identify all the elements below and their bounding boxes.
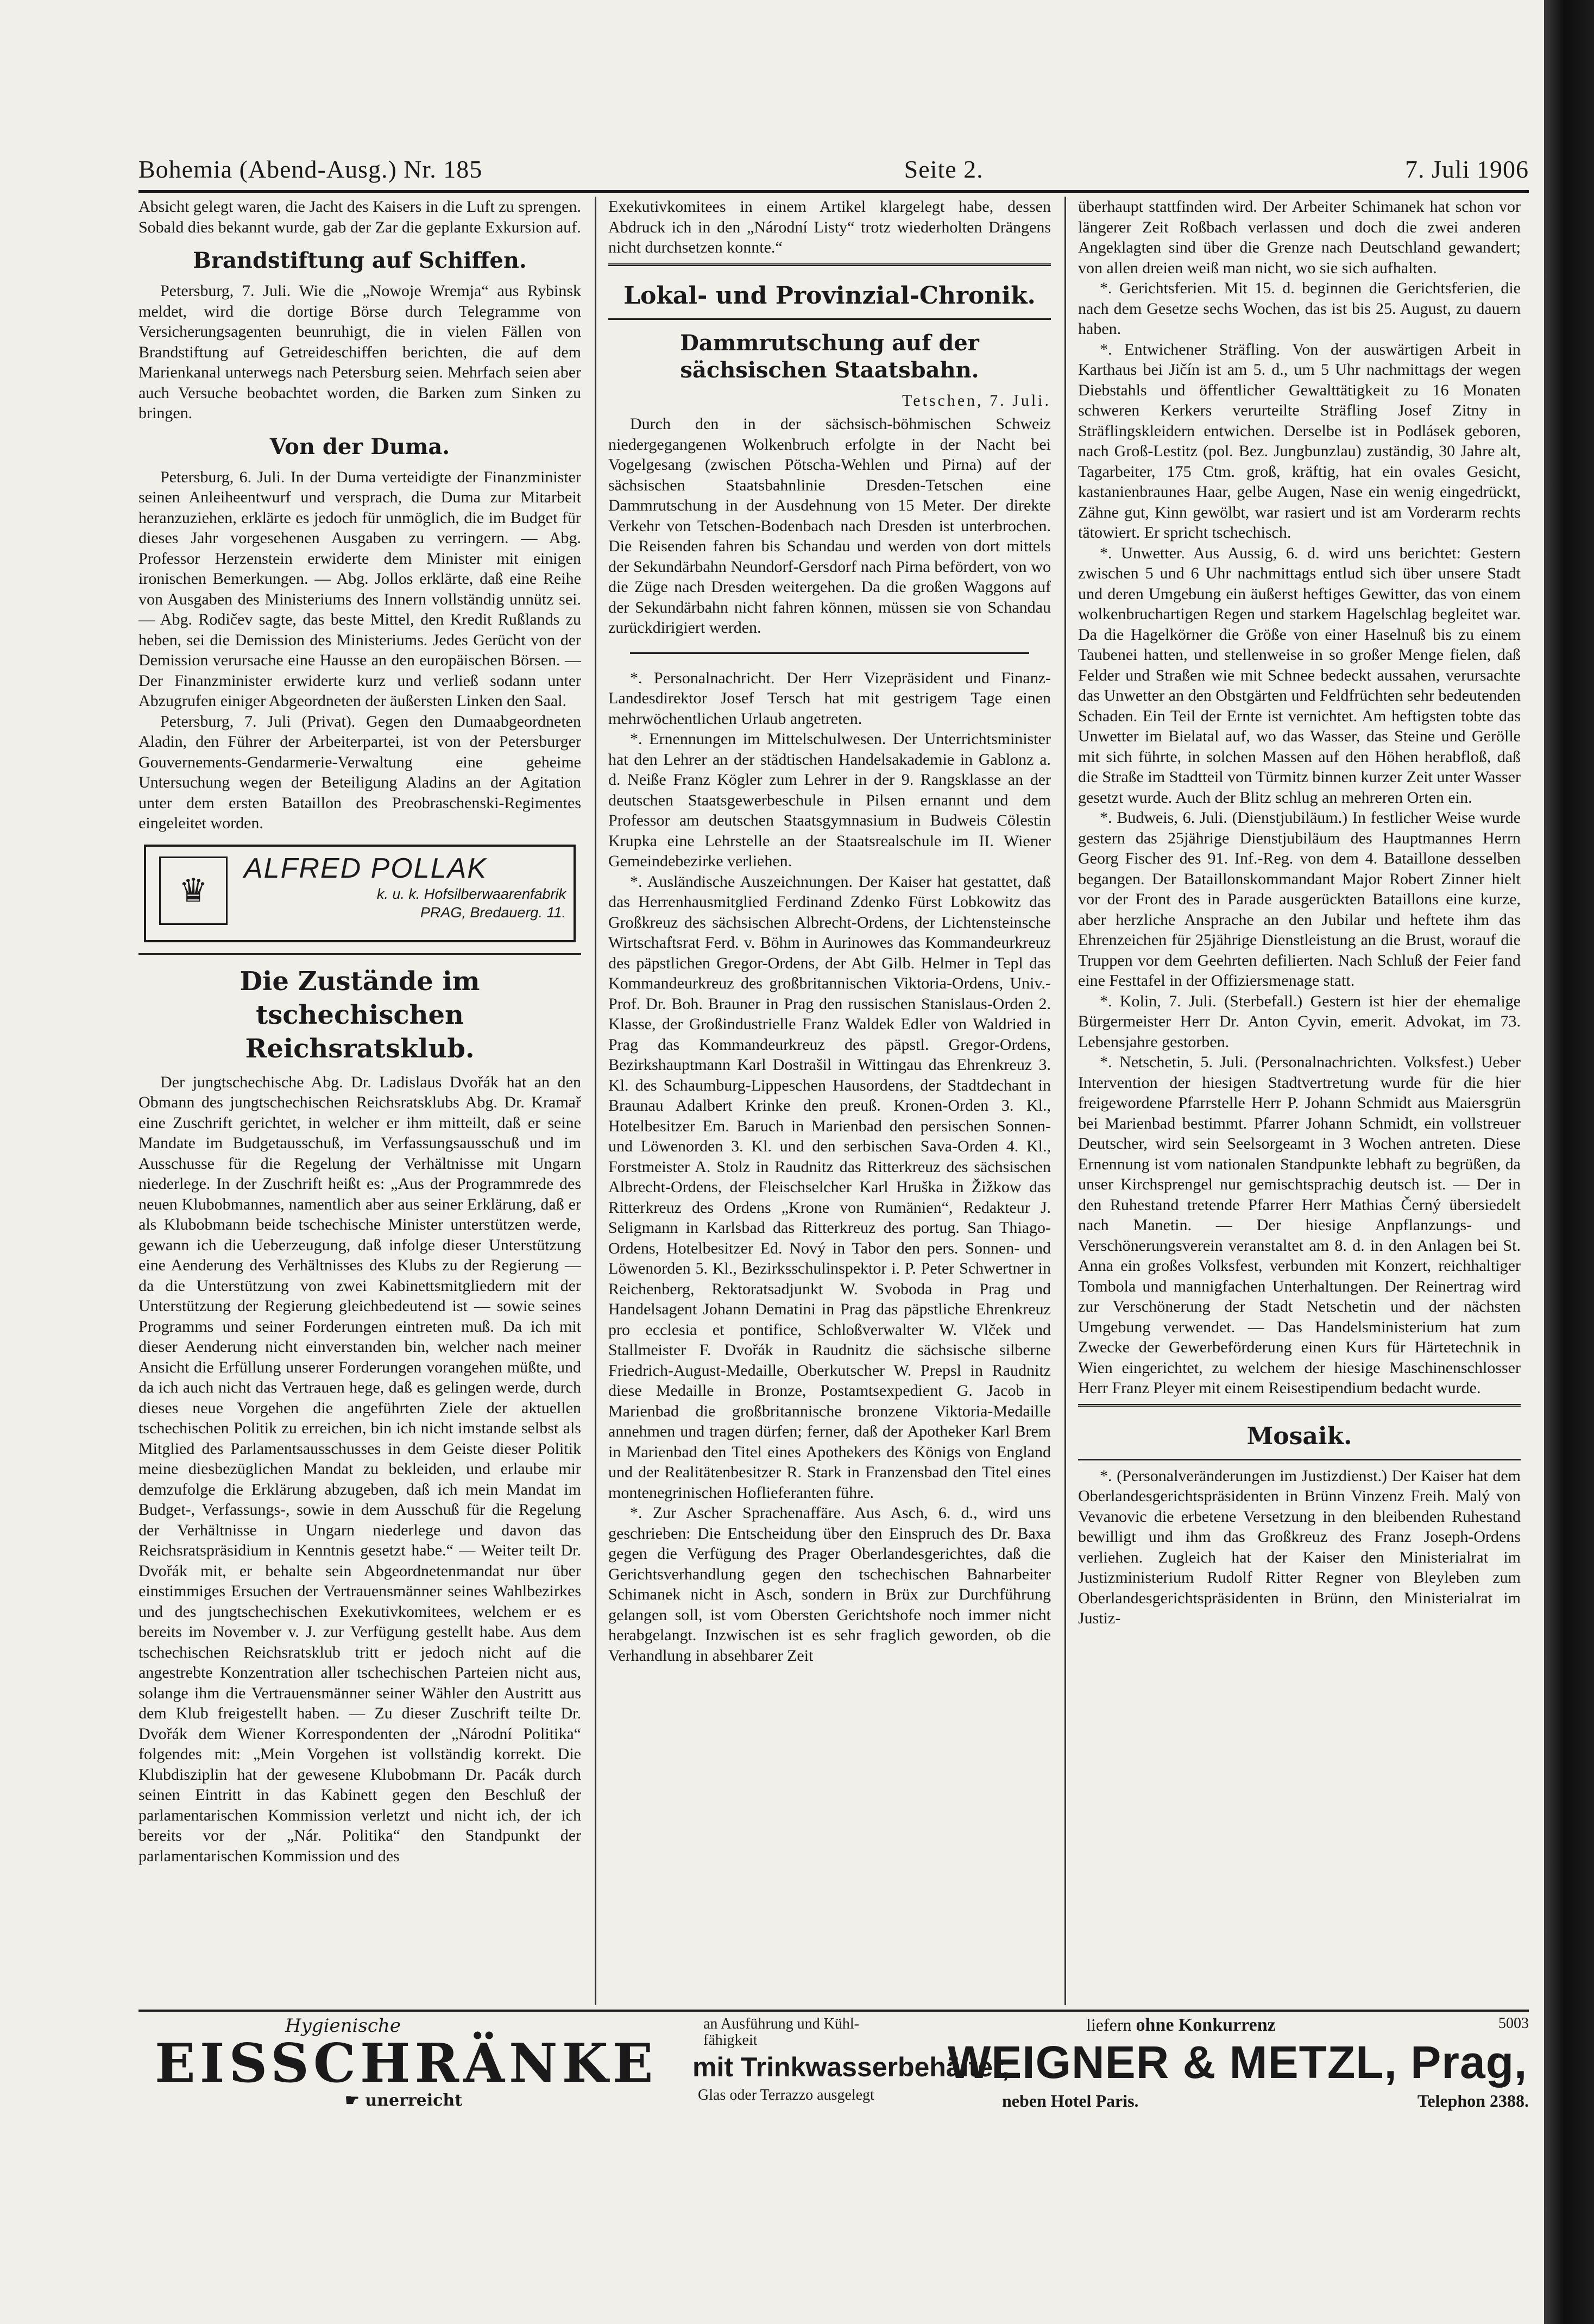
article-straefling: *. Entwichener Sträfling. Von der auswärtigen Arbeit in Karthaus bei Jičín ist am 5. d., um 5 Uhr nachmittags der wegen Diebstahls und öffentlicher Gewalttätigkeit zu 16 Monaten schweren Kerkers verurteilte Sträfling Josef Zitny in Sträflingskleidern entwichen. Derselbe ist in Podlásek geboren, nach Groß-Lestitz (pol. Bez. Jungbunzlau) zuständig, 30 Jahre alt, Tagarbeiter, 175 Ctm. groß, kräftig, hat ein ovales Gesicht, kastanienbraunes Haar, gelbe Augen, Nase ein wenig eingedrückt, Zähne gut, Kinn gewölbt, war rasiert und ist am Vorderarm rechts tätowiert. Er spricht tschechisch.	[1078, 340, 1521, 541]
headline-duma: Von der Duma.	[269, 433, 450, 459]
article-unwetter: *. Unwetter. Aus Aussig, 6. d. wird uns berichtet: Gestern zwischen 5 und 6 Uhr nachmittags entlud sich über unsere Stadt und deren Umgebung ein äußerst heftiges Gewitter, das von einem wolkenbruchartigen Regen und starkem Hagelschlag begleitet war. Da die Hagelkörner die Größe von einer Haselnuß bis zu einem Taubenei hatten, und stellenweise in so großer Menge fielen, daß Felder und Straßen wie mit Schnee bedeckt aussahen, verursachte das Unwetter an den Obstgärten und Feldfrüchten sehr bedeutenden Schaden. Ein Teil der Ernte ist vernichtet. Am heftigsten tobte das Unwetter im Bielatal auf, wo das Wasser, das Steine und Gerölle mit sich führte, in solchen Massen auf den Höhen herabfloß, daß die Straße im Stadtteil von Türmitz binnen kurzer Zeit unter Wasser gesetzt wurde. Auch der Blitz schlug an mehreren Orten ein.	[1078, 544, 1521, 807]
advertisement-pollak	[144, 845, 576, 942]
ad-liefern-pre: liefern	[1086, 2015, 1132, 2035]
article-reichsratsklub: Der jungtschechische Abg. Dr. Ladislaus Dvořák hat an den Obmann des jungtschechischen Reichsratsklubs Abg. Dr. Kramař eine Zuschrift gerichtet, in welcher er ihm mitteilt, daß er seine Mandate im Budgetausschuß, im Verfassungsausschuß und im Ausschusse für die Regelung der Verhältnisse mit Ungarn niederlege. In der Zuschrift heißt es: „Aus der Programmrede des neuen Klubobmannes, namentlich aber aus seiner Erklärung, daß er als Klubobmann beide tschechische Minister unterstützen werde, gewann ich die Ueberzeugung, daß infolge dieser Unterstützung eine Aenderung des Verhältnisses des Klubs zu der Regierung — da die Unterstützung von zwei Kabinettsmitgliedern mit der Unterstützung der Regierung gleichbedeutend ist — sowie seines Programms und seiner Forderungen eintreten muß. Da ich mit dieser Aenderung nicht einverstanden bin, welcher nach meiner Ansicht die Erfüllung unserer Forderungen vorangehen müßte, und da ich auch nicht das Vertrauen hege, daß es gelingen werde, durch dieses neue Vorgehen die angeführten Ziele der aktuellen tschechischen Politik zu erreichen, bin ich nicht imstande selbst als Mitglied des Parlamentsausschusses in dem Geiste dieser Politik meine diesbezüglichen Mandat zu bekleiden, und erlaube mir demzufolge die Erklärung abzugeben, daß ich mein Mandat im Budget-, Verfassungs-, sowie in dem Ausschuß für die Regelung der Verhältnisse in Ungarn niederlege und davon das Reichsratspräsidium in Kenntnis gesetzt habe.“ — Weiter teilt Dr. Dvořák mit, er behalte sein Abgeordnetenmandat nur über einstimmiges Ersuchen der Vertrauensmänner seines Wahlbezirkes und des jungtschechischen Exekutivkomitees, welchem er es bereits im November v. J. zur Verfügung gestellt habe. Aus dem tschechischen Reichsratsklub tritt er jedoch nicht auf die angestrebte Konzentration aller tschechischen Parteien nicht aus, solange ihm die Vertrauensmänner seiner Wähler den Austritt aus dem Klub freigestellt haben. — Zu dieser Zuschrift teilte Dr. Dvořák dem Wiener Korrespondenten der „Národní Politika“ folgendes mit: „Mein Vorgehen ist vollständig korrekt. Die Klubdisziplin hat der gewesene Klubobmann Dr. Pacák durch seinen Eintritt in das Kabinett gegen den Beschluß der parlamentarischen Kommission verletzt und nicht ich, der ich bereits vor der „Nár. Politika“ den Standpunkt der parlamentarischen Kommission und des	[138, 1073, 581, 1865]
advertisement-rule	[138, 2010, 1529, 2012]
ad-hygienische: Hygienische	[285, 2015, 401, 2037]
article-kolin: *. Kolin, 7. Juli. (Sterbefall.) Gestern ist hier der ehemalige Bürgermeister Herr Dr. Anton Cyvin, emerit. Advokat, im 73. Lebensjahre gestorben.	[1078, 992, 1521, 1051]
scan-border	[1544, 0, 1594, 2324]
ad-trinkwasser: mit Trinkwasserbehälter,	[692, 2052, 1010, 2082]
article-dammrutschung: Durch den in der sächsisch-böhmischen Schweiz niedergegangenen Wolkenbruch erfolgte in der Nacht bei Vogelgesang (zwischen Pötscha-Wehlen und Pirna) auf der sächsischen Staatsbahnlinie Dresden-Tetschen eine Dammrutschung in der Ausdehnung von 15 Meter. Der direkte Verkehr von Tetschen-Bodenbach nach Dresden ist unterbrochen. Die Reisenden fahren bis Schandau und werden von dort mittels der Sekundärbahn Neundorf-Gersdorf nach Pirna befördert, von wo die Züge nach Dresden weitergehen. Da die großen Waggons auf der Sekundärbahn nicht fahren können, müssen sie von Schandau zurückdirigiert werden.	[608, 415, 1051, 637]
article-duma-1: Petersburg, 6. Juli. In der Duma verteidigte der Finanzminister seinen Anleiheentwurf und versprach, die Duma zur Mitarbeit heranzuziehen, erklärte es jedoch für unmöglich, die im Budget für dieses Jahr vorgesehenen Ausgaben zu verringern. — Abg. Professor Herzenstein erwiderte dem Minister mit einigen ironischen Bemerkungen. — Abg. Jollos erklärte, daß eine Reihe von Ausgaben des Ministeriums des Innern vollständig unnütz sei. — Abg. Rodičev sagte, das beste Mittel, den Kredit Rußlands zu heben, sei die Demission des Ministeriums. Jedes Gerücht von der Demission verursache eine Hausse an den europäischen Börsen. — Der Finanzminister erwiderte kurz und verließ sodann unter Abzugrufen einiger Abgeordneten der äußersten Linken den Saal.	[138, 468, 581, 710]
divider	[608, 263, 1051, 266]
article-personalnachricht: *. Personalnachricht. Der Herr Vizepräsident und Finanz-Landesdirektor Josef Tersch hat mit gestrigem Tage einen mehrwöchentlichen Urlaub angetreten.	[608, 669, 1051, 728]
col2-continued-text: Exekutivkomitees in einem Artikel klargelegt habe, dessen Abdruck ich in den „Národní Listy“ trotz wiederholten Drängens nicht durchsetzen konnte.“	[608, 198, 1051, 256]
ad-pollak-line2: PRAG, Bredauerg. 11.	[420, 904, 566, 921]
ad-telephone: Telephon 2388.	[1417, 2091, 1529, 2111]
newspaper-page	[138, 0, 1529, 2324]
ad-address: neben Hotel Paris.	[1002, 2091, 1139, 2111]
ad-pollak-name: ALFRED POLLAK	[244, 852, 487, 884]
ad-number: 5003	[1498, 2015, 1529, 2032]
ad-liefern	[1086, 2015, 1276, 2036]
article-sprachenaffaere: *. Zur Ascher Sprachenaffäre. Aus Asch, 6. d., wird uns geschrieben: Die Entscheidung über den Einspruch des Dr. Baxa gegen die Verfügung des Prager Oberlandesgerichtes, daß die Gerichtsverhandlung gegen den tschechischen Bahnarbeiter Schimanek nicht in Asch, sondern in Brüx zur Durchführung gelangen soll, ist vom Obersten Gerichtshofe noch immer nicht herabgelangt. Inzwischen ist es sehr fraglich geworden, ob die Verhandlung in absehbarer Zeit	[608, 1504, 1051, 1665]
article-duma-2: Petersburg, 7. Juli (Privat). Gegen den Dumaabgeordneten Aladin, den Führer der Arbeiterpartei, ist von der Petersburger Gouvernements-Gendarmerie-Verwaltung eine geheime Untersuchung wegen der Beteiligung Aladins an der Agitation unter dem ersten Bataillon des Preobraschenski-Regimentes eingeleitet worden.	[138, 712, 581, 832]
column-2	[608, 197, 1051, 2005]
page-header	[138, 146, 1529, 184]
col3-continued-text: überhaupt stattfinden wird. Der Arbeiter Schimanek hat schon vor längerer Zeit Roßbach verlassen und doch die zwei anderen Angeklagten sind über die Grenze nach Deutschland gewandert; von allen dreien weiß man nicht, wo sie sich aufhalten.	[1078, 198, 1521, 277]
divider	[608, 318, 1051, 320]
headline-brandstiftung: Brandstiftung auf Schiffen.	[193, 248, 527, 273]
ad-pollak-line1: k. u. k. Hofsilberwaarenfabrik	[376, 885, 566, 902]
column-1	[138, 197, 581, 2005]
article-personalveraenderungen: *. (Personalveränderungen im Justizdienst.) Der Kaiser hat dem Oberlandesgerichtspräsidenten in Brünn Vinzenz Freih. Malý von Vevanovic die erbetene Versetzung in den bleibenden Ruhestand bewilligt und ihm das Großkreuz des Franz Joseph-Ordens verliehen. Zugleich hat der Kaiser den Ministerialrat im Justizministerium Rudolf Ritter Regner von Bleyleben zum Oberlandesgerichtspräsidenten in Brünn, den Ministerialrat im Justiz-	[1078, 1466, 1521, 1627]
divider	[1078, 1459, 1521, 1460]
ad-eisschraenke: EISSCHRÄNKE	[155, 2032, 658, 2095]
divider	[138, 953, 581, 955]
ad-unerreicht	[345, 2091, 462, 2110]
column-rule-2	[1064, 197, 1066, 2005]
article-budweis: *. Budweis, 6. Juli. (Dienstjubiläum.) In festlicher Weise wurde gestern das 25jährige Dienstjubiläum des Hauptmannes Herrn Georg Fischer des 91. Inf.-Reg. von dem 4. Bataillone desselben begangen. Der Bataillonskommandant Major Robert Zinner hielt vor der Front des in Parade ausgerückten Bataillons eine kurze, aber herzliche Ansprache an den Jubilar und heftete ihm das Ehrenzeichen für 25jährige Dienstleistung an die Brust, worauf die Truppen vor dem Geehrten defilierten. Nach Schluß der Feier fand eine Festtafel in der Offiziersmenage statt.	[1078, 809, 1521, 990]
col1-continued-text: Absicht gelegt waren, die Jacht des Kaisers in die Luft zu sprengen. Sobald dies bekannt wurde, gab der Zar die geplante Exkursion auf.	[138, 198, 581, 236]
pointing-hand-icon: ☛	[345, 2091, 366, 2110]
header-date: 7. Juli 1906	[1405, 155, 1529, 183]
ad-ausfuehrung-line1: an Ausführung und Kühl-	[703, 2016, 859, 2032]
header-page-number: Seite 2.	[904, 155, 984, 183]
ad-unerreicht-text: unerreicht	[365, 2091, 463, 2110]
column-3	[1078, 197, 1521, 2005]
ad-ausfuehrung-line2: fähigkeit	[703, 2032, 758, 2049]
header-publication: Bohemia (Abend-Ausg.) Nr. 185	[138, 155, 483, 183]
article-gerichtsferien: *. Gerichtsferien. Mit 15. d. beginnen die Gerichtsferien, die nach dem Gesetze sechs Wochen, das ist bis 25. August, zu dauern haben.	[1078, 279, 1521, 338]
ad-firm-name: WEIGNER & METZL, Prag,	[948, 2037, 1528, 2088]
ad-ausfuehrung	[703, 2016, 859, 2049]
header-rule	[138, 190, 1529, 193]
crown-emblem-icon: ♛	[159, 856, 228, 925]
headline-reichsratsklub: Die Zustände im tschechischen Reichsratsklub.	[240, 966, 480, 1064]
section-lokal-chronik: Lokal- und Provinzial-Chronik.	[623, 281, 1036, 310]
section-mosaik: Mosaik.	[1246, 1422, 1352, 1450]
article-netschetin: *. Netschetin, 5. Juli. (Personalnachrichten. Volksfest.) Ueber Intervention der hiesigen Stadtvertretung wurde für die hier freigewordene Pfarrstelle Herr P. Johann Schmidt aus Maiersgrün bei Marienbad bestimmt. Pfarrer Johann Schmidt, ein vollstreuer Deutscher, wird sein Seelsorgeamt in 3 Wochen antreten. Diese Ernennung ist vom nationalen Standpunkte lebhaft zu begrüßen, da unser Kirchsprengel nur gemischtsprachig deutsch ist. — Der in den Ruhestand tretende Pfarrer Herr Mathias Černý übersiedelt nach Manetin. — Der hiesige Anpflanzungs- und Verschönerungsverein veranstaltet am 8. d. in den Anlagen bei St. Anna ein großes Volksfest, verbunden mit Konzert, reichhaltiger Tombola und mannigfachen Unterhaltungen. Der Reinertrag wird zur Verschönerung der Stadt Netschetin und der nächsten Umgebung verwendet. — Das Handelsministerium hat zum Zwecke der Gewerbeförderung einen Kurs für Härtetechnik in Wien eingerichtet, zu welchem der hiesige Maschinenschlosser Herr Franz Pleyer mit einem Reisestipendium bedacht wurde.	[1078, 1053, 1521, 1397]
article-ernennungen: *. Ernennungen im Mittelschulwesen. Der Unterrichtsminister hat den Lehrer an der städtischen Handelsakademie in Gablonz a. d. Neiße Franz Kögler zum Lehrer in der 9. Rangsklasse an der deutschen Staatsgewerbeschule in Pilsen ernannt und dem Professor am deutschen Staatsgymnasium in Budweis Cölestin Krupka eine Lehrstelle an der Staatsrealschule im II. Wiener Gemeindebezirke verliehen.	[608, 730, 1051, 870]
article-brandstiftung: Petersburg, 7. Juli. Wie die „Nowoje Wremja“ aus Rybinsk meldet, wird die dortige Börse durch Telegramme von Versicherungsagenten beunruhigt, die in vielen Fällen von Brandstiftung auf Getreideschiffen berichten, die auf dem Marienkanal unterwegs nach Petersburg seien. Mehrfach seien aber auch Versuche beobachtet worden, die Barken zum Sinken zu bringen.	[138, 282, 581, 422]
article-auszeichnungen: *. Ausländische Auszeichnungen. Der Kaiser hat gestattet, daß das Herrenhausmitglied Ferdinand Zdenko Fürst Lobkowitz das Großkreuz des sächsischen Albrecht-Ordens, der Lichtensteinsche Wirtschaftsrat Ferd. v. Böhm in Aurinowes das Kommandeurkreuz des päpstlichen Gregor-Ordens, der Abt Gilb. Helmer in Tepl das Kommandeurkreuz des großbritannischen Viktoria-Ordens, Univ.-Prof. Dr. Boh. Brauner in Prag den russischen Stanislaus-Orden 2. Klasse, der Großindustrielle Franz Waldek Edler von Waldried in Prag das Kommandeurkreuz des päpstl. Gregor-Ordens, Bezirkshauptmann Karl Dostrašil in Wittingau das Ehrenkreuz 3. Kl. des Schaumburg-Lippeschen Hausordens, der Stadtdechant in Braunau Adalbert Krinke den preuß. Kronen-Orden 3. Kl., Hotelbesitzer Em. Baruch in Marienbad den persischen Sonnen- und Löwenorden 3. Kl. und den serbischen Sava-Orden 4. Kl., Forstmeister A. Stolz in Raudnitz das Ritterkreuz des sächsischen Albrecht-Ordens, der Fleischselcher Karl Hruška in Žižkow das Ritterkreuz des Ordens „Krone von Rumänien“, Redakteur J. Seligmann in Karlsbad das Ritterkreuz des portug. San Thiago-Ordens, Hotelbesitzer Ed. Nový in Tabor den pers. Sonnen- und Löwenorden 5. Kl., Bezirksschulinspektor i. P. Peter Schwertner in Reichenberg, Rektoratsadjunkt W. Svoboda in Prag und Handelsagent Johann Dematini in Prag das päpstliche Ehrenkreuz pro ecclesia et pontifice, Schloßverwalter W. Vlček und Stallmeister F. Dvořák in Raudnitz die sächsische silberne Friedrich-August-Medaille, Oberkutscher W. Prepsl in Raudnitz diese Medaille in Bronze, Postamtsexpedient G. Jacob in Marienbad die großbritannische bronzene Viktoria-Medaille annehmen und tragen dürfen; ferner, daß der Apotheker Karl Brem in Marienbad den Titel eines Apothekers des Königs von England und der Realitätenbesitzer R. Stark in Franzensbad den Titel eines montenegrinischen Hoflieferanten führe.	[608, 872, 1051, 1502]
advertisement-weigner-metzl	[138, 2015, 1529, 2111]
column-rule-1	[595, 197, 596, 2005]
divider	[1078, 1404, 1521, 1407]
headline-dammrutschung: Dammrutschung auf der sächsischen Staatsbahn.	[680, 330, 979, 383]
ad-liefern-bold: ohne Konkurrenz	[1136, 2015, 1276, 2035]
dateline-tetschen: Tetschen, 7. Juli.	[902, 391, 1051, 410]
ad-glas: Glas oder Terrazzo ausgelegt	[698, 2087, 874, 2103]
divider	[630, 652, 1029, 654]
